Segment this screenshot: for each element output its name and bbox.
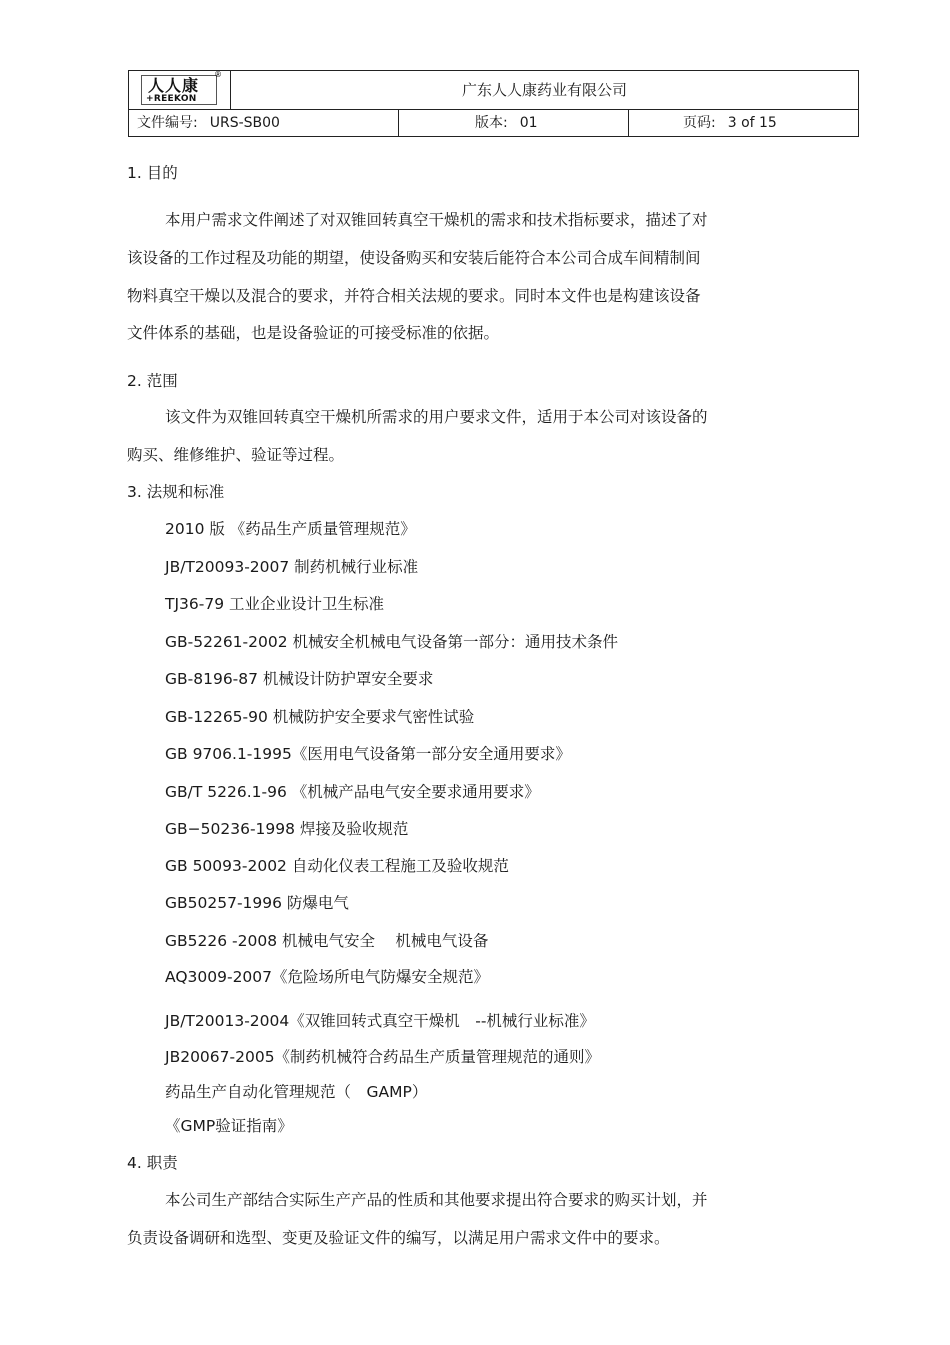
standard-item: JB/T20093-2007 制药机械行业标准 [165, 558, 419, 576]
paragraph-line: 负责设备调研和选型、变更及验证文件的编写，以满足用户需求文件中的要求。 [127, 1229, 670, 1247]
standard-item: GB 50093-2002 自动化仪表工程施工及验收规范 [165, 857, 509, 875]
standard-item: JB/T20013-2004《双锥回转式真空干燥机 --机械行业标准》 [165, 1012, 595, 1030]
section-2-heading: 2. 范围 [127, 372, 178, 390]
page-value: 3 of 15 [727, 115, 777, 131]
version-value: 01 [519, 115, 538, 131]
logo-chinese-text: 人人康 [148, 76, 200, 95]
paragraph-line: 物料真空干燥以及混合的要求，并符合相关法规的要求。同时本文件也是构建该设备 [127, 287, 701, 305]
standard-item: GB-12265-90 机械防护安全要求气密性试验 [165, 708, 475, 726]
paragraph-line: 购买、维修维护、验证等过程。 [127, 446, 345, 464]
company-name: 广东人人康药业有限公司 [461, 81, 627, 99]
section-4-heading: 4. 职责 [127, 1154, 178, 1172]
standard-item: 《GMP验证指南》 [165, 1117, 293, 1135]
standard-item: GB50257-1996 防爆电气 [165, 894, 349, 912]
standard-item: JB20067-2005《制药机械符合药品生产质量管理规范的通则》 [165, 1048, 601, 1066]
standard-item: 2010 版 《药品生产质量管理规范》 [165, 520, 416, 538]
paragraph-line: 本公司生产部结合实际生产产品的性质和其他要求提出符合要求的购买计划，并 [165, 1191, 708, 1209]
doc-number-value: URS-SB00 [209, 115, 280, 131]
paragraph-line: 该文件为双锥回转真空干燥机所需求的用户要求文件，适用于本公司对该设备的 [165, 408, 708, 426]
version-label: 版本: [475, 115, 508, 131]
logo-english-text: +REEKON [146, 94, 197, 104]
doc-number-label: 文件编号: [137, 115, 198, 131]
standard-item: GB-8196-87 机械设计防护罩安全要求 [165, 670, 434, 688]
standard-item: TJ36-79 工业企业设计卫生标准 [165, 595, 385, 613]
standard-item: AQ3009-2007《危险场所电气防爆安全规范》 [165, 968, 490, 986]
page-label: 页码: [683, 115, 716, 131]
registered-mark: ® [214, 70, 222, 79]
standard-item: GB5226 -2008 机械电气安全 机械电气设备 [165, 932, 489, 950]
section-3-heading: 3. 法规和标准 [127, 483, 225, 501]
paragraph-line: 文件体系的基础，也是设备验证的可接受标准的依据。 [127, 324, 500, 342]
paragraph-line: 该设备的工作过程及功能的期望，使设备购买和安装后能符合本公司合成车间精制间 [127, 249, 701, 267]
standard-item: GB−50236-1998 焊接及验收规范 [165, 820, 409, 838]
standard-item: GB 9706.1-1995《医用电气设备第一部分安全通用要求》 [165, 745, 571, 763]
standard-item: GB-52261-2002 机械安全机械电气设备第一部分：通用技术条件 [165, 633, 619, 651]
standard-item: GB/T 5226.1-96 《机械产品电气安全要求通用要求》 [165, 783, 540, 801]
paragraph-line: 本用户需求文件阐述了对双锥回转真空干燥机的需求和技术指标要求，描述了对 [165, 211, 708, 229]
section-1-heading: 1. 目的 [127, 164, 178, 182]
standard-item: 药品生产自动化管理规范（ GAMP） [165, 1083, 428, 1101]
